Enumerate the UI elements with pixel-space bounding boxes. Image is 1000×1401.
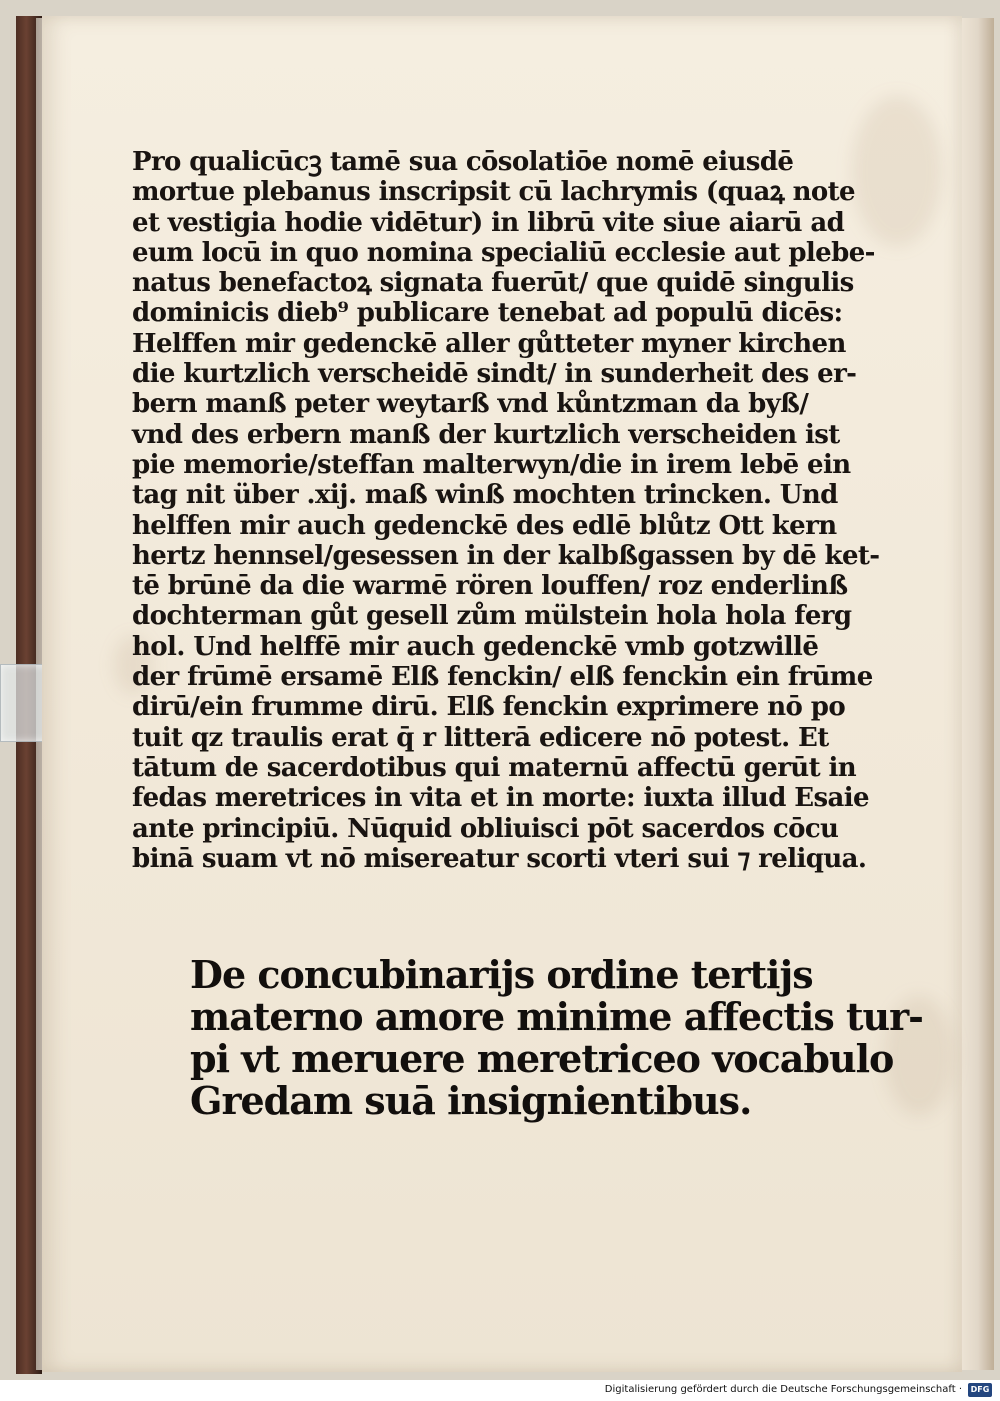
body-line: dochterman gůt gesell zům mülstein hola hola ferg	[132, 601, 852, 632]
body-line: fedas meretrices in vita et in morte: iuxta illud Esaie	[132, 783, 869, 814]
heading-line: De concubinarijs ordine tertijs	[190, 952, 813, 997]
body-line: ante principiū. Nūquid obliuisci pōt sacerdos cōcu	[132, 813, 839, 844]
body-line: Pro qualicūcꝫ tamē sua cōsolatiōe nomē eiusdē	[132, 147, 794, 177]
body-line: Helffen mir gedenckē aller gůtteter myner kirchen	[132, 328, 846, 359]
body-line: tē brūnē da die warmē rören louffen/ roz enderlinß	[132, 571, 848, 602]
body-line: tag nit über .xij. maß winß mochten trincken. Und	[132, 480, 838, 511]
body-line: helffen mir auch gedenckē des edlē blůtz Ott kern	[132, 510, 837, 541]
body-line: dominicis dieb⁹ publicare tenebat ad populū dicēs:	[132, 298, 843, 329]
body-line: hertz hennsel/gesessen in der kalbßgassen by dē ket-	[132, 540, 880, 571]
body-line: mortue plebanus inscripsit cū lachrymis (quaꝝ note	[132, 177, 855, 208]
body-line: hol. Und helffē mir auch gedenckē vmb gotzwillē	[132, 631, 819, 662]
body-line: pie memorie/steffan malterwyn/die in irem lebē ein	[132, 449, 851, 480]
body-line: tātum de sacerdotibus qui maternū affectū gerūt in	[132, 752, 857, 783]
body-line: tuit qz traulis erat q̄ r litterā edicere nō potest. Et	[132, 722, 829, 753]
heading-line: pi vt meruere meretriceo vocabulo	[190, 1036, 894, 1081]
footer-bar	[0, 1380, 1000, 1401]
funding-credit: Digitalisierung gefördert durch die Deutsche Forschungsgemeinschaft ·	[604, 1384, 962, 1395]
paper-stain	[852, 96, 942, 246]
body-line: dirū/ein frumme dirū. Elß fenckin exprimere nō po	[132, 692, 846, 723]
heading-line: Gredam suā insignientibus.	[190, 1078, 752, 1123]
body-line: natus benefactoꝝ signata fuerūt/ que quidē singulis	[132, 268, 854, 299]
body-line: der frūmē ersamē Elß fenckin/ elß fenckin ein frūme	[132, 662, 873, 693]
heading-line: materno amore minime affectis tur-	[190, 994, 923, 1039]
section-heading	[190, 952, 923, 1123]
body-line: et vestigia hodie vidētur) in librū vite siue aiarū ad	[132, 207, 845, 238]
body-line: binā suam vt nō misereatur scorti vteri sui ⁊ reliqua.	[132, 843, 867, 874]
dfg-logo: DFG	[968, 1383, 992, 1397]
body-line: bern manß peter weytarß vnd kůntzman da byß/	[132, 389, 809, 420]
body-line: eum locū in quo nomina specialiū ecclesie aut plebe-	[132, 237, 875, 268]
body-text-block	[132, 147, 880, 874]
body-line: die kurtzlich verscheidē sindt/ in sunderheit des er-	[132, 359, 857, 390]
body-line: vnd des erbern manß der kurtzlich verscheiden ist	[132, 419, 840, 450]
page-stack-edge	[957, 18, 994, 1370]
